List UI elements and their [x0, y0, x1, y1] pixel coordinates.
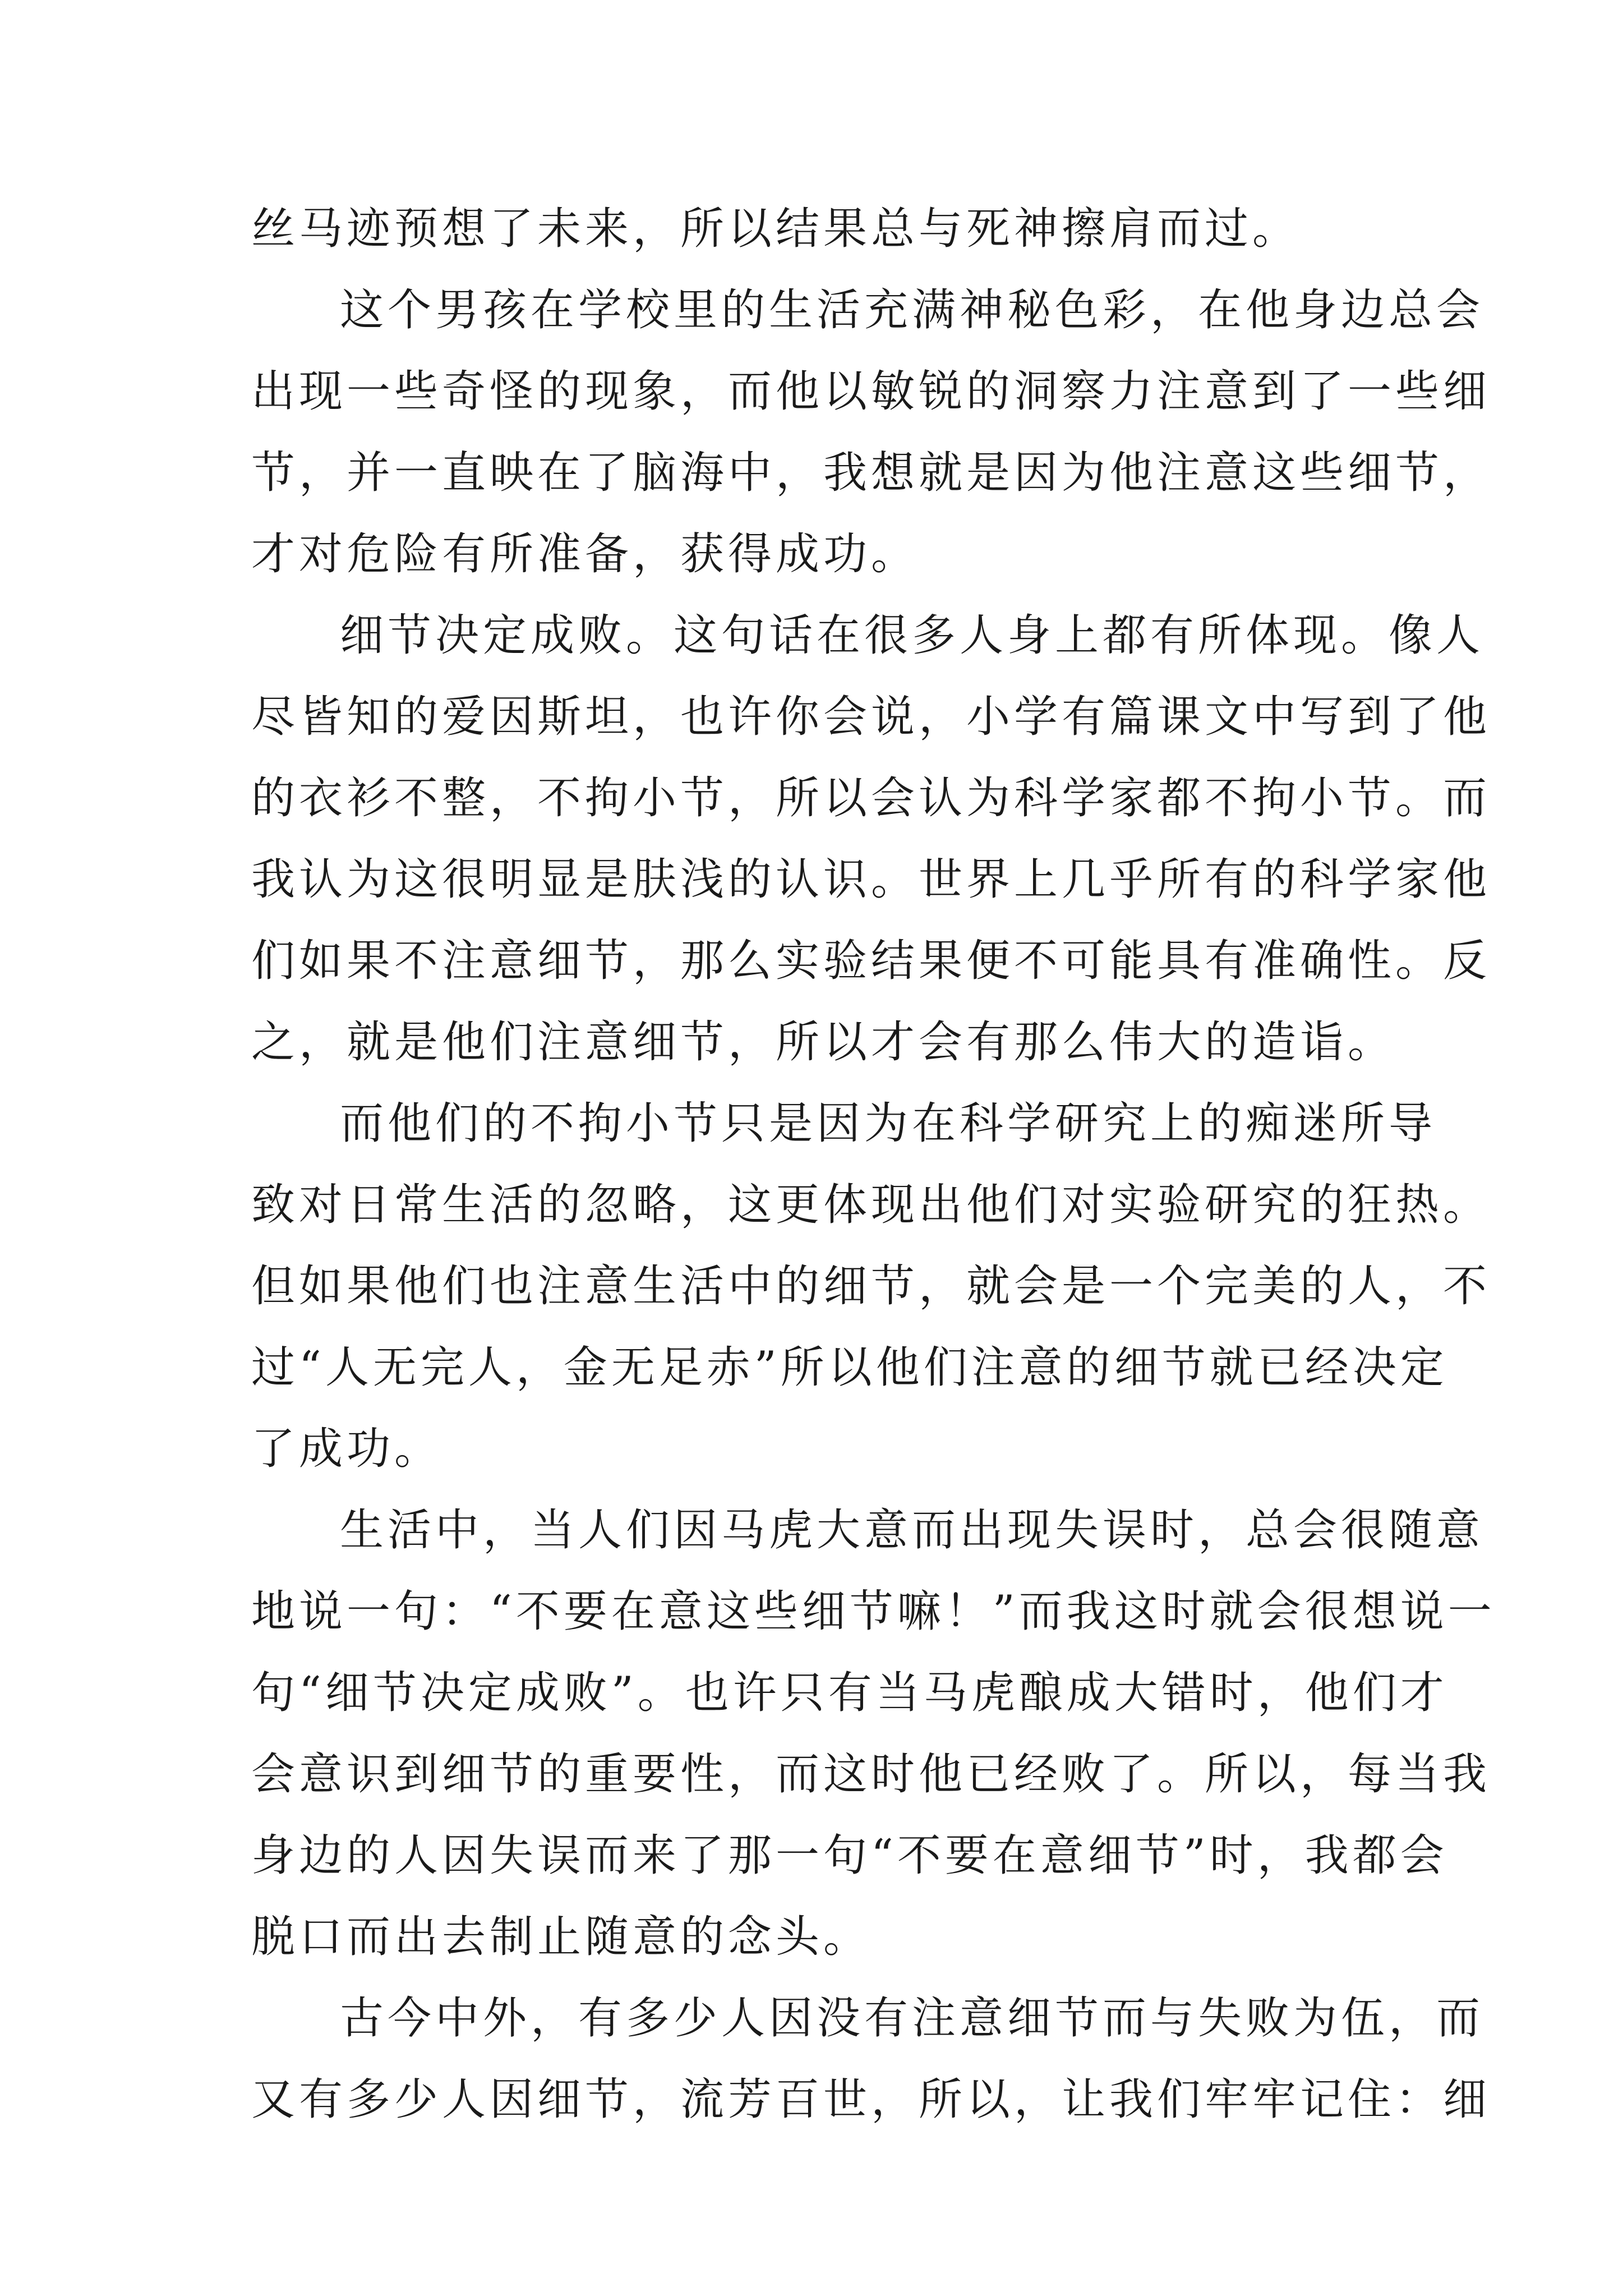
text-line: 节，并一直映在了脑海中，我想就是因为他注意这些细节， [251, 448, 1491, 498]
text-line: 生活中，当人们因马虎大意而出现失误时，总会很随意 [340, 1505, 1484, 1556]
text-line: 致对日常生活的忽略，这更体现出他们对实验研究的狂热。 [251, 1180, 1491, 1230]
text-line: 才对危险有所准备，获得成功。 [251, 529, 919, 579]
text-line: 身边的人因失误而来了那一句“不要在意细节”时，我都会 [251, 1830, 1448, 1881]
text-line: 这个男孩在学校里的生活充满神秘色彩，在他身边总会 [340, 285, 1484, 335]
document-body-text [251, 188, 1496, 2141]
text-line: 古今中外，有多少人因没有注意细节而与失败为伍，而 [340, 1993, 1484, 2044]
text-line: 又有多少人因细节，流芳百世，所以，让我们牢牢记住：细 [251, 2074, 1491, 2125]
text-line: 尽皆知的爱因斯坦，也许你会说，小学有篇课文中写到了他 [251, 692, 1491, 742]
text-line: 会意识到细节的重要性，而这时他已经败了。所以，每当我 [251, 1749, 1491, 1800]
text-line: 地说一句：“不要在意这些细节嘛！”而我这时就会很想说一 [251, 1586, 1496, 1637]
text-line: 的衣衫不整，不拘小节，所以会认为科学家都不拘小节。而 [251, 773, 1491, 823]
text-line: 脱口而出去制止随意的念头。 [251, 1912, 872, 1962]
text-line: 了成功。 [251, 1424, 442, 1474]
text-line: 句“细节决定成败”。也许只有当马虎酿成大错时，他们才 [251, 1668, 1448, 1718]
text-line: 出现一些奇怪的现象，而他以敏锐的洞察力注意到了一些细 [251, 366, 1491, 417]
text-line: 们如果不注意细节，那么实验结果便不可能具有准确性。反 [251, 936, 1491, 986]
text-line: 但如果他们也注意生活中的细节，就会是一个完美的人，不 [251, 1261, 1491, 1312]
text-line: 我认为这很明显是肤浅的认识。世界上几乎所有的科学家他 [251, 854, 1491, 905]
text-line: 而他们的不拘小节只是因为在科学研究上的痴迷所导 [340, 1098, 1437, 1149]
text-line: 丝马迹预想了未来，所以结果总与死神擦肩而过。 [251, 204, 1301, 254]
text-line: 过“人无完人，金无足赤”所以他们注意的细节就已经决定 [251, 1342, 1448, 1393]
text-line: 之，就是他们注意细节，所以才会有那么伟大的造诣。 [251, 1017, 1396, 1068]
text-line: 细节决定成败。这句话在很多人身上都有所体现。像人 [340, 610, 1484, 661]
